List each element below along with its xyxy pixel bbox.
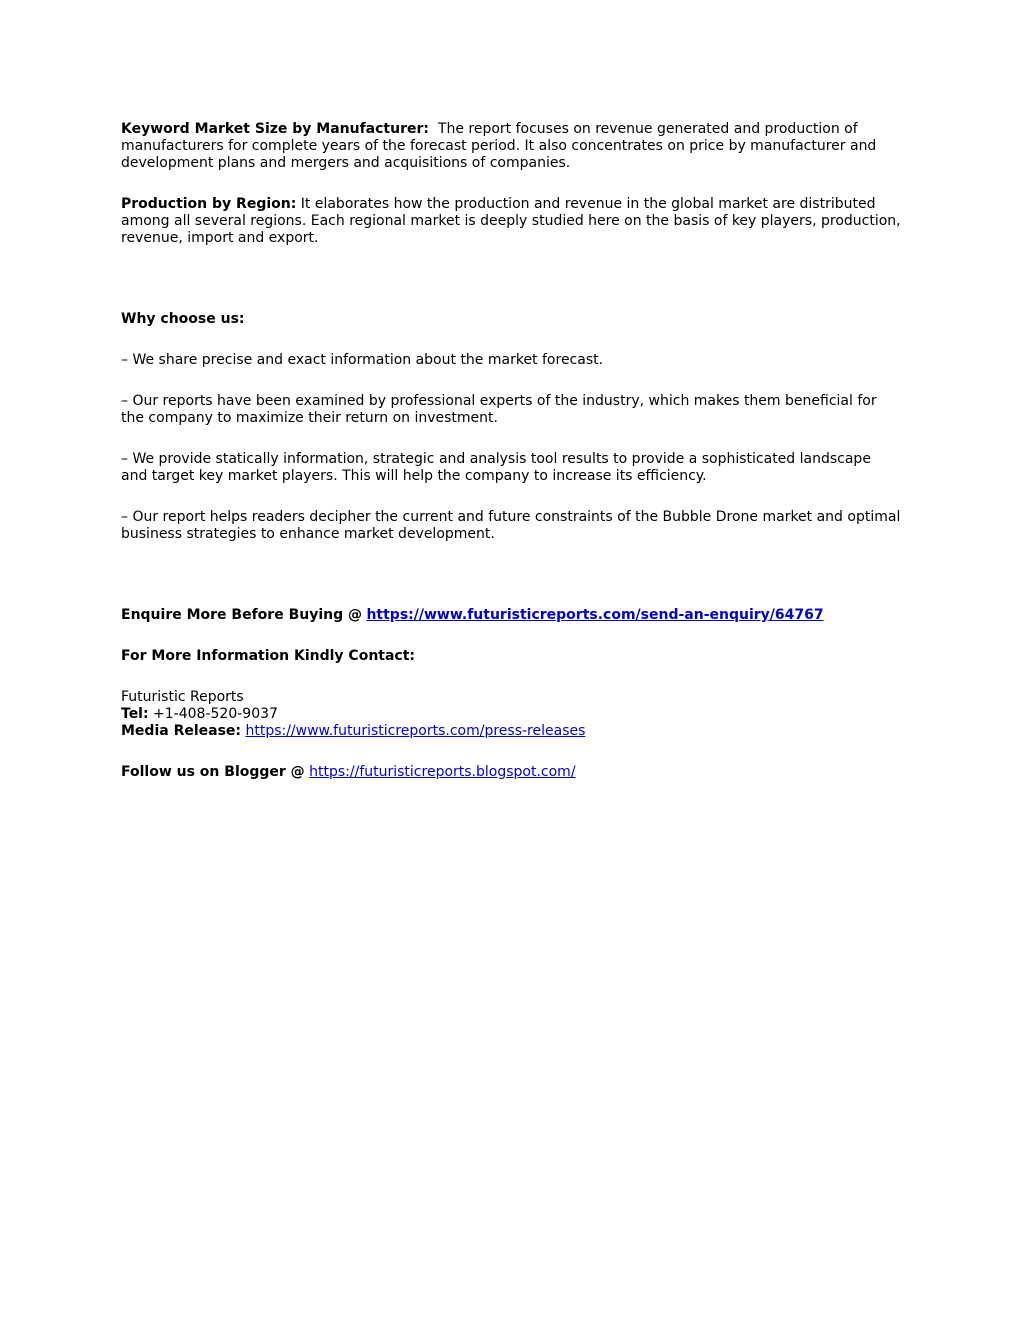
media-line [121,723,901,740]
manufacturer-paragraph [121,121,901,172]
why-point-3: – We provide statically information, strategic and analysis tool results to provide a sophisticated landscape and target key market players. This will help the company to increase its efficiency. [121,451,871,484]
contact-heading-text: For More Information Kindly Contact: [121,648,416,664]
media-label: Media Release: [121,723,242,739]
contact-heading [121,648,901,665]
tel-label: Tel: [121,706,149,722]
why-point-2: – Our reports have been examined by professional experts of the industry, which makes them beneficial for the company to maximize their return on investment. [121,393,877,426]
region-label: Production by Region: [121,196,297,212]
region-paragraph [121,196,901,247]
why-heading-text: Why choose us: [121,311,245,327]
blogger-link[interactable]: https://futuristicreports.blogspot.com/ [309,764,576,780]
company-name: Futuristic Reports [121,689,244,705]
why-heading [121,311,901,328]
tel-value: +1-408-520-9037 [153,706,278,722]
contact-block [121,689,901,740]
media-release-link[interactable]: https://www.futuristicreports.com/press-releases [245,723,586,739]
manufacturer-text: The report focuses on revenue generated and production of manufacturers for complete years of the forecast period. It also concentrates on price by manufacturer and development plans and mergers and acquisitions of companies. [121,121,877,171]
follow-paragraph [121,764,901,781]
why-point-4: – Our report helps readers decipher the current and future constraints of the Bubble Drone market and optimal business strategies to enhance market development. [121,509,901,542]
enquire-paragraph [121,607,901,624]
why-point-1: – We share precise and exact information about the market forecast. [121,352,604,368]
tel-line [121,706,901,723]
follow-label: Follow us on Blogger @ [121,764,305,780]
document-page [121,121,901,805]
manufacturer-label: Keyword Market Size by Manufacturer: [121,121,429,137]
enquire-link[interactable]: https://www.futuristicreports.com/send-an-enquiry/64767 [366,607,824,623]
region-text: It elaborates how the production and revenue in the global market are distributed among all several regions. Each regional market is deeply studied here on the basis of key players, production, revenue, import and export. [121,196,901,246]
enquire-label: Enquire More Before Buying @ [121,607,362,623]
